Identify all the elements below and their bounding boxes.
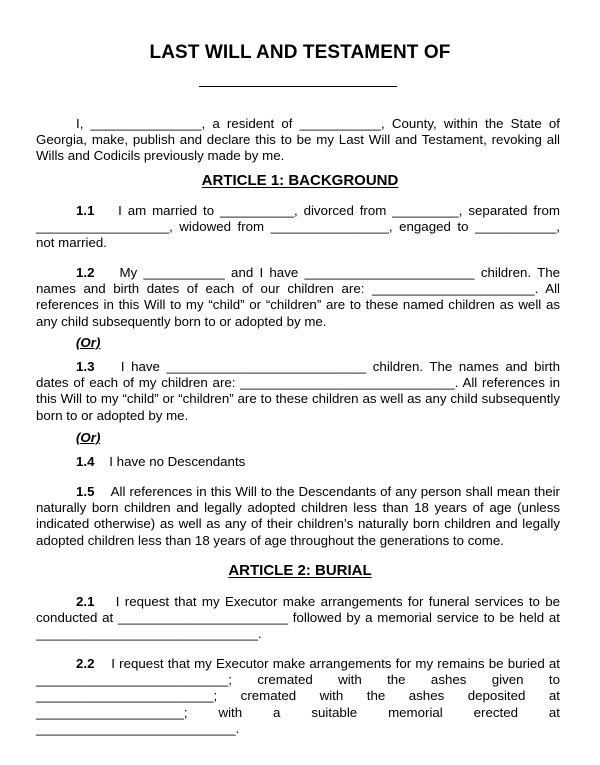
section-1-2 — [36, 265, 560, 330]
or-label-1: (Or) — [76, 335, 101, 350]
section-1-5 — [36, 484, 560, 549]
section-1-4-text: I have no Descendants — [109, 454, 246, 469]
section-1-1 — [36, 203, 560, 252]
section-2-1-text: I request that my Executor make arrangements for funeral services to be conducted at _______________________ followed by a memorial service to be held at ______________________________. — [36, 594, 561, 642]
section-2-1 — [36, 594, 560, 643]
intro-text: I, _______________, a resident of ___________, County, within the State of Georgia, make, publish and declare this to be my Last Will and Testament, revoking all Wills and Codicils previously made by me. — [36, 116, 560, 164]
article-2-heading: ARTICLE 2: BURIAL — [228, 562, 372, 579]
section-1-4 — [36, 454, 560, 470]
section-1-2-text: My ___________ and I have _______________________ children. The names and birth dates of each of our children are: ______________________. All references in this Will to my “child” or “children” are to these named children as well as any child subsequently born to or adopted by me. — [36, 265, 560, 329]
section-1-5-number: 1.5 — [76, 484, 95, 499]
section-1-1-text: I am married to __________, divorced from _________, separated from __________________, widowed from ________________, engaged to ___________, not married. — [36, 203, 561, 251]
section-1-2-number: 1.2 — [76, 265, 95, 280]
section-1-4-number: 1.4 — [76, 454, 95, 469]
document-title: LAST WILL AND TESTAMENT OF — [149, 42, 451, 63]
section-2-2-text: I request that my Executor make arrangements for my remains be buried at __________________________; cremated with the ashes given to ________________________; cremated with the ashes deposited at ____________________; with a suitable memorial erected at ___________________________. — [36, 656, 561, 736]
section-1-5-text: All references in this Will to the Descendants of any person shall mean their naturally born children and legally adopted children less than 18 years of age (unless indicated otherwise) as well as any of their children’s naturally born children and legally adopted children less than 18 years of age throughout the generations to come. — [36, 484, 560, 548]
section-1-3 — [36, 359, 560, 424]
testator-name-blank — [199, 86, 397, 87]
section-2-1-number: 2.1 — [76, 594, 95, 609]
intro-paragraph — [36, 116, 560, 165]
article-1-heading: ARTICLE 1: BACKGROUND — [201, 172, 399, 189]
or-label-2: (Or) — [76, 430, 101, 445]
section-1-3-number: 1.3 — [76, 359, 95, 374]
section-1-1-number: 1.1 — [76, 203, 95, 218]
section-2-2 — [36, 656, 560, 737]
section-1-3-text: I have ___________________________ children. The names and birth dates of each of my children are: _____________________________. All references in this Will to my “child” or “children” are to these children as well as any child subsequently born to or adopted by me. — [36, 359, 561, 423]
section-2-2-number: 2.2 — [76, 656, 95, 671]
